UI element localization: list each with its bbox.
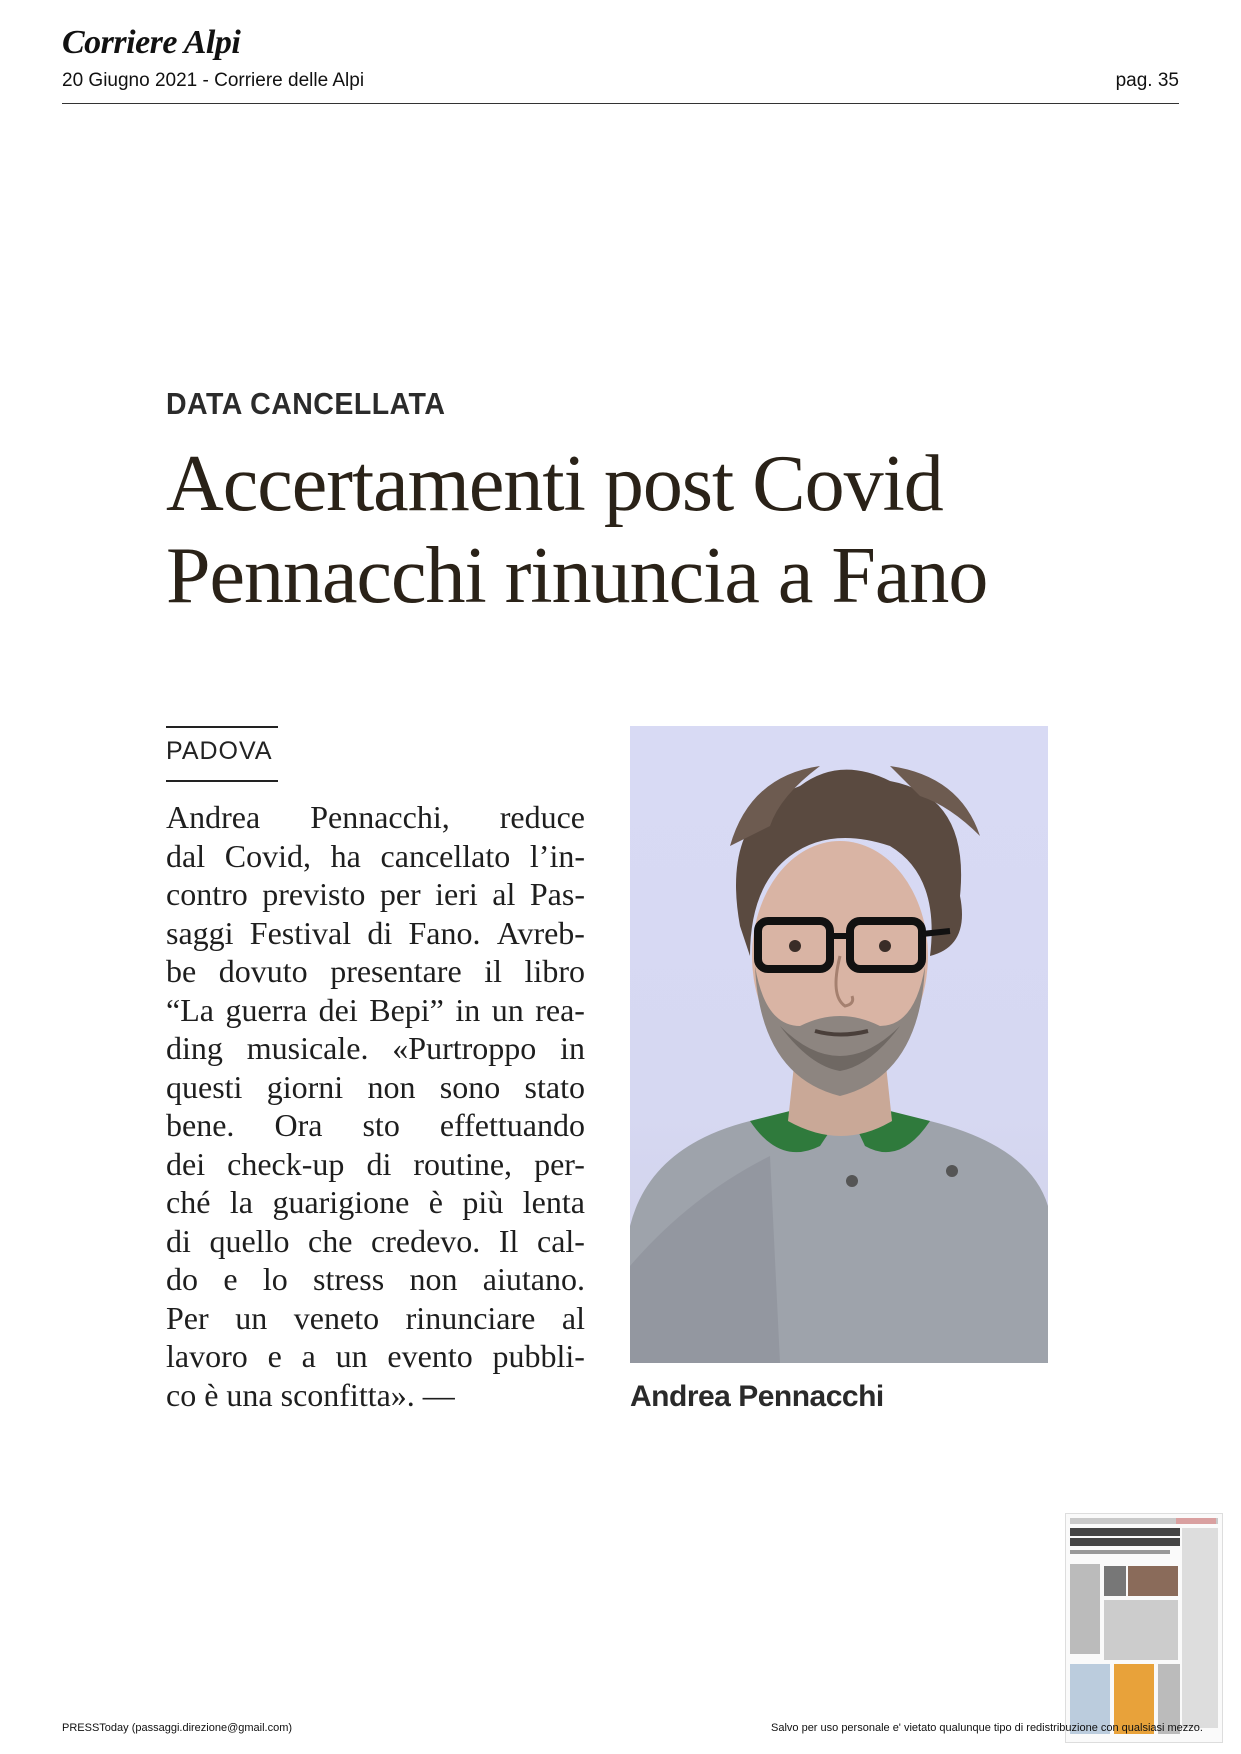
header-divider — [62, 103, 1179, 104]
body-line: bene. Ora sto effettuando — [166, 1107, 585, 1143]
body-line: saggi Festival di Fano. Avreb- — [166, 914, 585, 951]
article-location: PADOVA — [166, 737, 273, 765]
footer-disclaimer: Salvo per uso personale e' vietato qualunque tipo di redistribuzione con qualsiasi mezzo. — [771, 1722, 1203, 1734]
page-thumbnail[interactable] — [1065, 1513, 1223, 1743]
body-line: contro previsto per ieri al Pas- — [166, 876, 585, 912]
body-line: questi giorni non sono stato — [166, 1068, 585, 1105]
headline-line: Pennacchi rinuncia a Fano — [166, 532, 988, 620]
page-number: pag. 35 — [1115, 70, 1179, 91]
body-line: dei check-up di routine, per- — [166, 1145, 585, 1182]
portrait-illustration — [630, 726, 1048, 1363]
headline-line: Accertamenti post Covid — [166, 440, 943, 528]
thumbnail-illustration — [1066, 1514, 1222, 1742]
footer-source: PRESSToday (passaggi.direzione@gmail.com) — [62, 1722, 293, 1734]
body-line: do e lo stress non aiutano. — [166, 1261, 585, 1297]
body-line: dal Covid, ha cancellato l’in- — [166, 837, 585, 874]
location-rule-bottom — [166, 780, 278, 782]
portrait-photo — [630, 726, 1048, 1363]
article-kicker: DATA CANCELLATA — [166, 386, 446, 421]
article-headline — [166, 438, 1066, 622]
body-line: Per un veneto rinunciare al — [166, 1299, 585, 1336]
dateline: 20 Giugno 2021 - Corriere delle Alpi — [62, 70, 365, 91]
photo-caption: Andrea Pennacchi — [630, 1380, 884, 1413]
body-line: Andrea Pennacchi, reduce — [166, 799, 585, 835]
body-line: co è una sconfitta». — — [166, 1376, 455, 1413]
header-line — [62, 70, 1179, 92]
body-line: ding musicale. «Purtroppo in — [166, 1030, 585, 1066]
body-line: be dovuto presentare il libro — [166, 953, 585, 989]
masthead-logo: Corriere Alpi — [62, 24, 241, 61]
body-line: “La guerra dei Bepi” in un rea- — [166, 991, 585, 1028]
article-body — [166, 798, 585, 1414]
body-line: di quello che credevo. Il cal- — [166, 1222, 585, 1259]
body-line: ché la guarigione è più lenta — [166, 1184, 585, 1220]
location-rule-top — [166, 726, 278, 728]
body-line: lavoro e a un evento pubbli- — [166, 1338, 585, 1374]
